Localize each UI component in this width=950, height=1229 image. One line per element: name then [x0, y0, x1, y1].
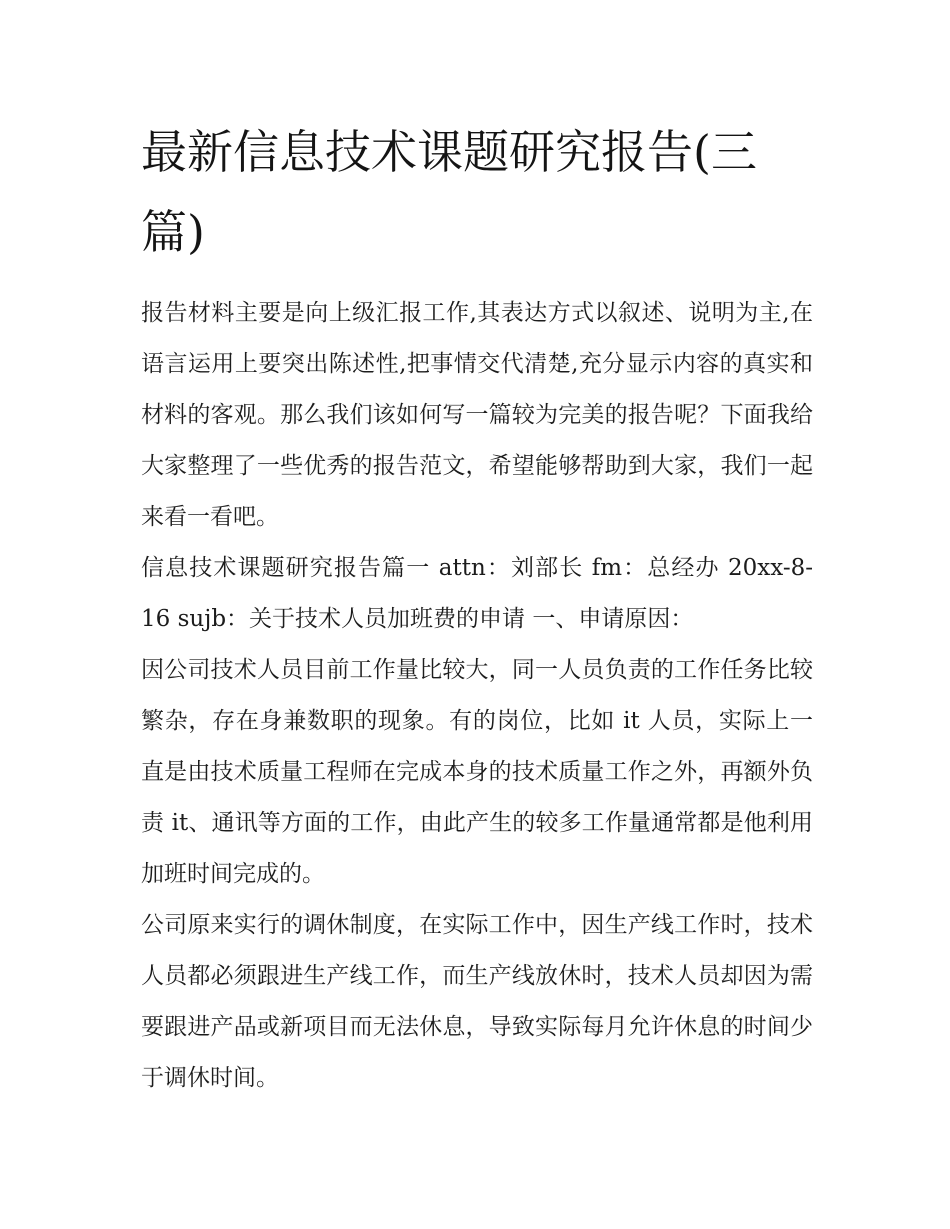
paragraph-intro: 报告材料主要是向上级汇报工作,其表达方式以叙述、说明为主,在语言运用上要突出陈述性,把事情交代清楚,充分显示内容的真实和材料的客观。那么我们该如何写一篇较为完美的报告呢？下面我给大家整理了一些优秀的报告范文，希望能够帮助到大家，我们一起来看一看吧。	[141, 300, 813, 530]
paragraph-leave-system: 公司原来实行的调休制度，在实际工作中，因生产线工作时，技术人员都必须跟进生产线工作，而生产线放休时，技术人员却因为需要跟进产品或新项目而无法休息，导致实际每月允许休息的时间少于调休时间。	[141, 912, 813, 1091]
document-title: 最新信息技术课题研究报告(三篇)	[141, 125, 757, 259]
document-page	[141, 112, 813, 1104]
paragraph-memo-header: 信息技术课题研究报告篇一 attn：刘部长 fm：总经办 20xx-8-16 sujb：关于技术人员加班费的申请 一、申请原因：	[141, 555, 813, 632]
paragraph-workload: 因公司技术人员目前工作量比较大，同一人员负责的工作任务比较繁杂，存在身兼数职的现象。有的岗位，比如 it 人员，实际上一直是由技术质量工程师在完成本身的技术质量工作之外，再额外负责 it、通讯等方面的工作，由此产生的较多工作量通常都是他利用加班时间完成的。	[141, 657, 813, 887]
